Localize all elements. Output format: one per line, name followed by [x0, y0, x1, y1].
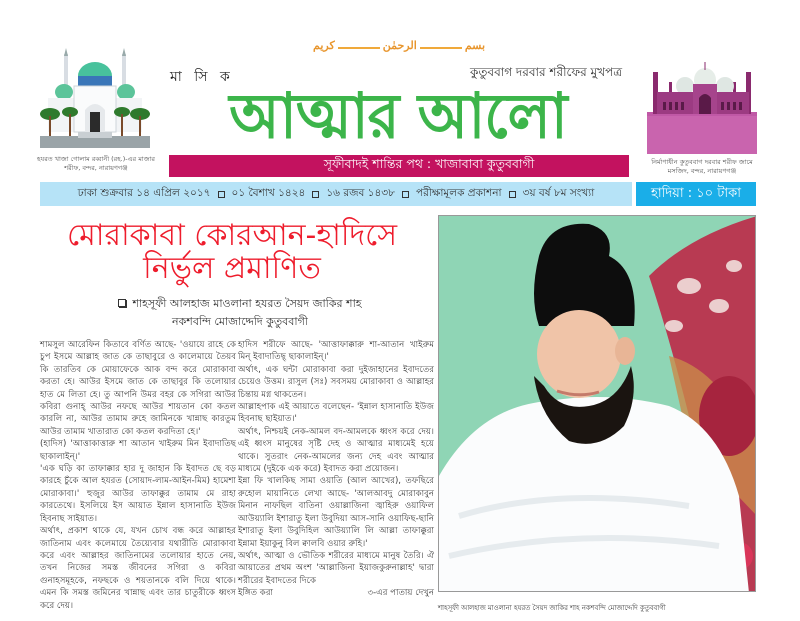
byline-line-2: নকশবন্দি মোজাদ্দেদি কুতুববাগী — [172, 315, 308, 328]
paragraph: আল্লাহপাক এই আয়াতে বলেছেন- 'ইন্নাল হাসানাতি ইউজ হিবনাছ ছাইয়াত।' — [238, 402, 434, 425]
article-column-middle — [238, 339, 434, 600]
paragraph: অর্থাৎ, এক ঘন্টা মোরাকাবা করা দুইজাহানের ইবাদতের চেয়েও উত্তম। রাসুল (সঃ) সবসময় মোরাকাবা ও আল্লাহর চিন্তায় মগ্ন থাকতেন। — [238, 364, 434, 400]
photo-caption: শাহসূফী আলহাজ মাওলানা হযরত সৈয়দ জাকির শাহ নকশবন্দি মোজাদ্দেদি কুতুববাগী — [438, 604, 666, 612]
paragraph: শামসুল আরেফিন কিতাবে বর্ণিত আছে- 'ওয়াযে রাহে কে চুপ ইসমে আল্লাহ জাত কে তাছাবুরে ও কালেমায়ে তৈয়ব কি তারতিব কে মোয়াফেকে আক বন্দ করে মোরাকাবা করতা হে। আউর ইসমে জাত কে তাছাবুর কি তলোয়ার হাত মে লিতা হে। তু আপনি উমর বহর কে সগিরা আউর কবিরা গুনাহ্ আউর নফছে আউর শায়তান কো কতল কারলি না, আউর তামাম রুহে জামিনকে খান্নাছ কারতুম আউর তামাম খাতারাত কো কতল করদিতা হে।' — [40, 340, 236, 437]
newspaper-title-text: আত্মার আলো — [229, 79, 567, 153]
calligraphy-left: ﮐﺮﯾﻢ — [313, 38, 335, 52]
continued-line — [238, 587, 434, 599]
article-byline — [50, 295, 430, 331]
right-image-caption: নির্মাণাধীন কুতুববাগ দরবার শরীফ জামে মসজিদ, বন্দর, নারায়ণগঞ্জ — [651, 158, 753, 175]
paragraph: ইন্না ফি খালকিছ সামা ওয়াতি (আল আখের), তফছিরে রুহোল মায়ানিতে লেখা আছে- 'আলআবদু মোরাকাবুন মিনান নাফছিল বাতিনা ওয়াল্লাজিনা জ্বাহিরু ওয়াফিল আউয়্যালি ইশারাতু ইলা উবুদিয়া আস-সানি ওয়াফিছ-ছানি ইশারাতু ইলা উবুদিহিল আউয়্যালি লি আল্লা তাফাক্কুরা ইন্নামা ইয়াকুনু বিল ক্বালবি ওয়ার রুহি।' — [238, 476, 434, 549]
article-column-left — [40, 339, 236, 612]
left-image-caption: হযরত খাজা গোলাম রব্বানী (রহ.)-এর মাজার শরীফ, বন্দর, নারায়ণগঞ্জ — [37, 155, 155, 172]
date-issue-strip — [40, 182, 632, 206]
mouthpiece-label: কুতুববাগ দরবার শরীফের মুখপত্র — [470, 65, 623, 79]
calligraphy-center: ﺍﻟﺮﺣﻤٰﻦ — [382, 38, 417, 52]
calligraphy-right: ﺑﺴﻢ — [464, 38, 486, 52]
byline-line-1: শাহসূফী আলহাজ মাওলানা হযরত সৈয়দ জাকির শাহ — [132, 297, 362, 310]
date-text: ঢাকা শুক্রবার ১৪ এপ্রিল ২০১৭ — [77, 186, 211, 199]
slogan-text: সূফীবাদই শান্তির পথ : খাজাবাবা কুতুববাগী — [323, 156, 535, 171]
paragraph: (হাদিস) 'আত্তাকাত্তারু শা আতান খাইরুম মিন ইবাদাতিছ ছাকালাইন্।' — [40, 439, 236, 462]
paragraph: অর্থাৎ, প্রকাশ থাকে যে, যখন চোখ বন্ধ করে আল্লাহর জাতিনাম এবং কলেমায়ে তৈয়্যেবার যথারীতি মোরাকাবা করে এবং আল্লাহর জাতিনামের তলোয়ার হাতে নেয়, তখন নিজের সমস্ত জীবনের সগিরা ও কবিরা গুনাহসমূহকে, নফছকে ও শয়তানকে বলি দিয়ে থাকে। এমন কি সমস্ত জমিনের খান্নাছ এবং তার চাতুরীকে ধ্বংস করে দেয়। — [40, 526, 236, 611]
price-text: হাদিয়া : ১০ টাকা — [651, 185, 741, 201]
paragraph: 'এক ঘড়ি কা তাফাক্কার হার দু জাহান কি ইবাদত ছে বড় কারহে চুঁকে আল হযরত (সোয়াদ-লাম-আইন-মিম) হামেশা মোরাকাবা।' হুজুর আউর তাফাক্কুর তামাম মে রাহা কারতেথে। ইসলিয়ে ইস আয়াত ইন্নাল হাসানাতি ইউজ হিবনাছ সাইয়াত। — [40, 464, 236, 524]
headline-line-1: মোরাকাবা কোরআন-হাদিসে — [66, 218, 398, 253]
portrait-photo — [438, 215, 756, 592]
slogan-bar — [169, 155, 629, 177]
newspaper-title — [168, 79, 628, 153]
square-bullet-icon — [402, 191, 409, 198]
square-bullet-icon — [218, 191, 225, 198]
checkbox-bullet-icon — [118, 299, 126, 307]
square-bullet-icon — [312, 191, 319, 198]
calligraphy-stroke — [420, 47, 462, 49]
hijri-date-text: ১৬ রজব ১৪৩৮ — [326, 186, 395, 199]
price-box — [636, 182, 756, 206]
mazar-image — [40, 48, 150, 148]
calligraphy-stroke — [338, 47, 380, 49]
monthly-label: মা সি ক — [170, 69, 234, 85]
paragraph: অর্থাৎ, নিশ্চয়ই নেক-আমল বদ-আমলকে ধ্বংস করে দেয়। এই ধ্বংস মানুষের সৃষ্টি দেহ ও আত্মার মাধ্যমেই হয়ে থাকে। সুতরাং নেক-আমলের জন্য দেহ এবং আত্মার মাধ্যমে (দুইকে এক করে) ইবাদত করা প্রয়োজন। — [238, 426, 434, 475]
headline-line-2: নির্ভুল প্রমাণিত — [143, 251, 321, 286]
bengali-date-text: ০১ বৈশাখ ১৪২৪ — [231, 186, 306, 199]
last-line-text: ইঙ্গিত করা — [238, 588, 274, 599]
article-headline — [32, 219, 432, 285]
continued-on-page-link[interactable]: ৩-এর পাতায় দেখুন — [367, 588, 434, 599]
mosque-image — [647, 60, 757, 154]
paragraph: অর্থাৎ, আত্মা ও ভৌতিক শরীরের মাধ্যমে মানুষ তৈরি। ঐ আয়াতের প্রথম অংশ 'আল্লাজিনা ইয়াজকুরুনাল্লাহ' দ্বারা শরীরের ইবাদতের দিকে — [238, 550, 434, 586]
publication-type-text: পরীক্ষামূলক প্রকাশনা — [415, 186, 502, 199]
square-bullet-icon — [509, 191, 516, 198]
issue-number-text: ৩য় বর্ষ ৮ম সংখ্যা — [522, 186, 595, 199]
arabic-calligraphy — [313, 38, 485, 52]
paragraph: হাদিস শরীফে আছে- 'আত্তাফাক্কারু শা-আতান খাইরুম মিন্ ইবাদাতিছ্ ছাকালাইন্।' — [238, 340, 434, 363]
